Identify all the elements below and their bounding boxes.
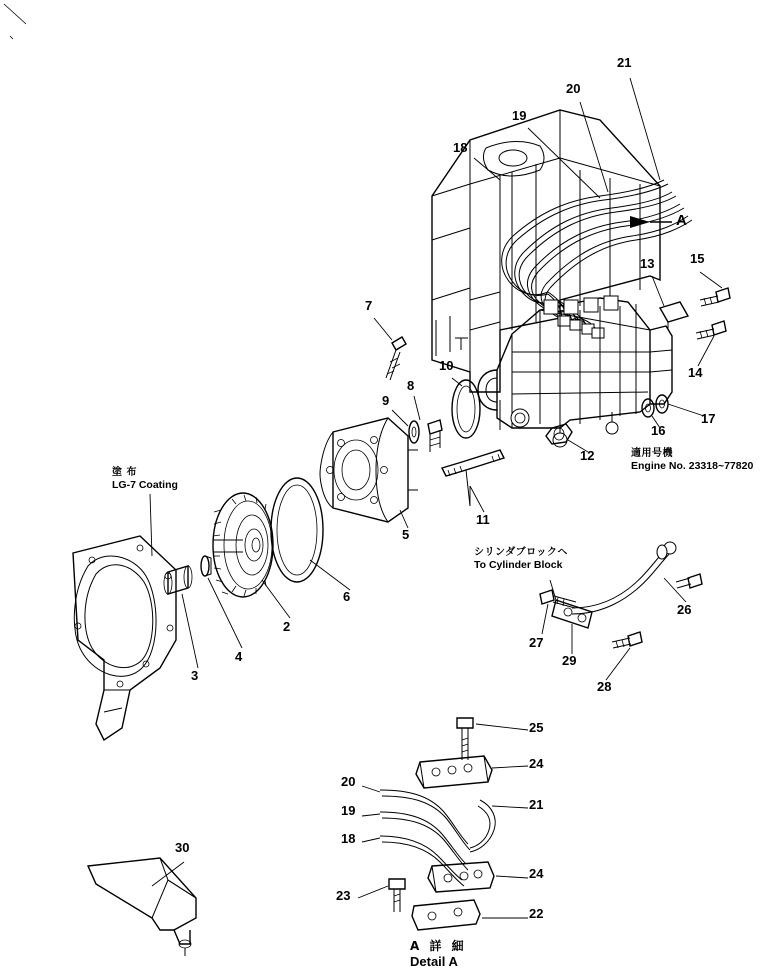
spacer-bushing [164,566,192,594]
callout-6: 6 [343,589,351,604]
callout-3: 3 [191,668,199,683]
callout-13: 13 [640,256,655,271]
bolt-8 [428,420,442,452]
washer-nut [201,556,211,576]
callout-24-lower: 24 [529,866,544,881]
callout-18-detail: 18 [341,831,356,846]
callout-25: 25 [529,720,544,735]
callout-28: 28 [597,679,612,694]
washers-16-17 [642,395,668,417]
detail-a-group [380,718,495,930]
note-lg7-coating [112,466,178,491]
section-arrow-a [630,216,672,228]
bolt-15 [700,288,730,306]
callout-21-detail: 21 [529,797,544,812]
callout-19-detail: 19 [341,803,356,818]
detail-a-caption-jp: A 詳 細 [410,939,467,953]
callout-24-upper: 24 [529,756,544,771]
callout-30: 30 [175,840,190,855]
note-to-cylinder-block-en: To Cylinder Block [474,558,563,571]
section-arrow-label-a: A [676,212,687,229]
callout-17: 17 [701,411,716,426]
callout-20-detail: 20 [341,774,356,789]
callout-10: 10 [439,358,454,373]
drive-gear [213,493,273,597]
callout-12: 12 [580,448,595,463]
part-30 [88,858,196,956]
o-ring-small [452,380,480,438]
callout-7: 7 [365,298,373,313]
callout-21-top: 21 [617,55,632,70]
callout-14: 14 [688,365,703,380]
note-to-cylinder-block [474,546,568,571]
callout-16: 16 [651,423,666,438]
callout-11: 11 [476,512,490,527]
note-to-cylinder-block-jp: シリンダブロックヘ [474,547,568,558]
o-ring-large [271,478,323,582]
note-lg7-coating-en: LG-7 Coating [112,478,178,491]
callout-26: 26 [677,602,692,617]
callout-9: 9 [382,393,390,408]
note-engine-no [631,447,753,472]
detail-a-caption [410,938,467,971]
washer-9 [409,421,419,443]
gear-case-bracket [73,536,176,740]
callout-23: 23 [336,888,351,903]
callout-15: 15 [690,251,705,266]
note-engine-no-jp: 適用号機 [631,448,673,459]
callout-29: 29 [562,653,577,668]
note-engine-no-en: Engine No. 23318~77820 [631,459,754,472]
callout-8: 8 [407,378,415,393]
callout-4: 4 [235,649,243,664]
bolt-7 [386,337,406,380]
callout-18-top: 18 [453,140,468,155]
callout-22: 22 [529,906,544,921]
callout-5: 5 [402,527,410,542]
callout-2: 2 [283,619,291,634]
stud-11 [442,450,504,506]
callout-20-top: 20 [566,81,581,96]
pump-adapter-housing [320,418,418,522]
callout-19-top: 19 [512,108,527,123]
callout-27: 27 [529,635,544,650]
detail-a-caption-en: Detail A [410,954,458,970]
bolt-14 [696,321,726,339]
note-lg7-coating-jp: 塗 布 [112,467,137,478]
